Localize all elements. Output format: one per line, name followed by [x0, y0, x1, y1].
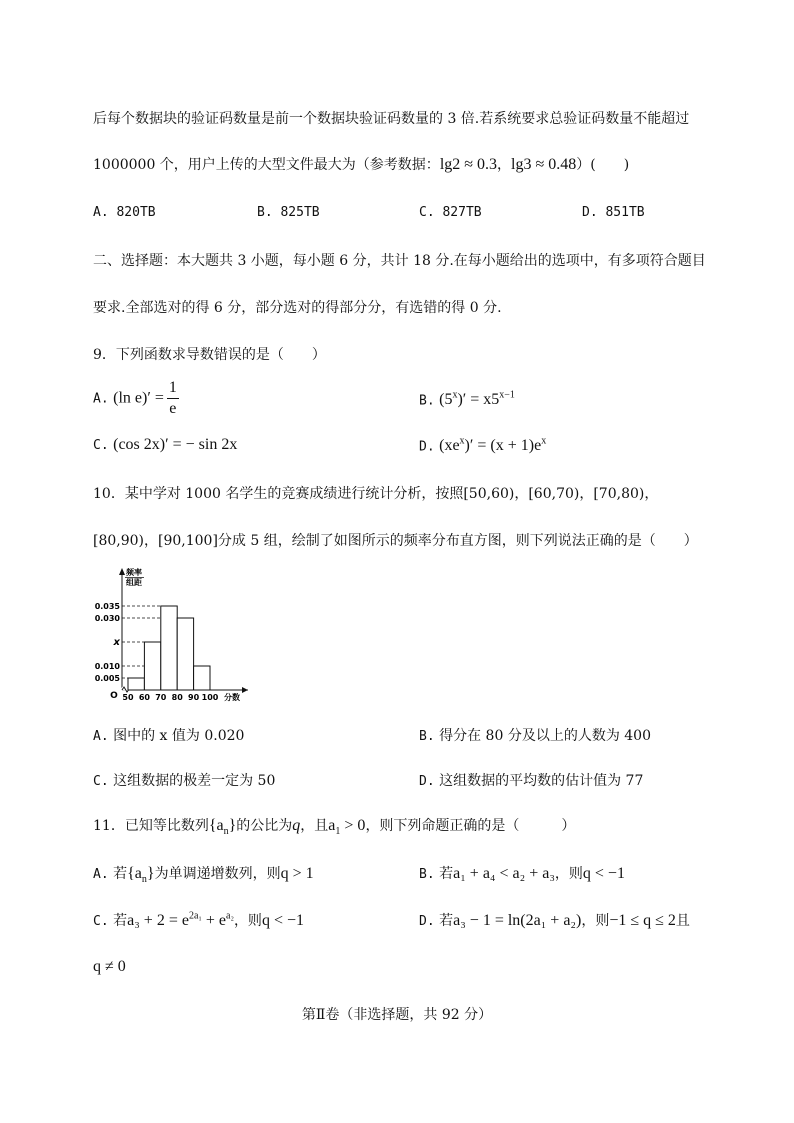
option-letter: C. [93, 438, 109, 453]
option-letter: D. [419, 774, 435, 789]
expr-part: )′ = (x + 1)e [464, 437, 542, 455]
y-tick-label: 0.035 [94, 602, 120, 611]
option-text: 且 [675, 913, 690, 929]
y-tick-label: x [113, 637, 120, 648]
x-tick-label: 50 [122, 693, 134, 702]
y-tick-label: 0.030 [94, 614, 120, 623]
option-letter: B. [419, 393, 435, 409]
expr-sup: a₂ [226, 910, 234, 922]
histogram-bar [177, 618, 193, 690]
stem-part: 的公比为 [236, 818, 293, 834]
option-letter: C. [93, 774, 109, 789]
option-text: 820TB [116, 205, 156, 220]
expr-sub: n [223, 826, 229, 838]
x-tick-label: 60 [138, 693, 150, 702]
q9-option-b [419, 390, 515, 409]
option-expr: q > 1 [280, 865, 314, 882]
sequence-notation [208, 817, 237, 838]
q11-option-b [419, 863, 625, 883]
q10-option-c [93, 770, 275, 790]
expr-part: a₃ + 2 = e [127, 912, 189, 929]
expr-sup: x [452, 390, 458, 401]
option-text: 827TB [442, 205, 482, 220]
expr-part: a [328, 817, 336, 834]
option-letter: D. [419, 914, 435, 929]
option-text: 为单调递增数列，则 [154, 866, 281, 882]
x-tick-label: 100 [201, 693, 219, 702]
histogram-bar [128, 678, 144, 690]
option-letter: C. [419, 205, 435, 220]
option-letter: B. [257, 205, 273, 220]
option-expr: −1 ≤ q ≤ 2 [609, 912, 676, 929]
x-axis-arrow [242, 687, 248, 693]
q10-stem-line2: [80,90)，[90,100]分成 5 组，绘制了如图所示的频率分布直方图，则下列说法正确的是（ ） [93, 533, 698, 549]
option-letter: C. [93, 914, 109, 929]
expr-sup: x [459, 436, 465, 447]
expr-part: )′ = x5 [457, 391, 500, 409]
expr-part: (5 [439, 391, 453, 409]
option-letter: B. [419, 729, 435, 744]
option-letter: D. [419, 439, 435, 455]
q11-option-a [93, 863, 314, 885]
expr-sup: x [541, 436, 547, 447]
origin-label: O [110, 691, 118, 701]
expr-part: + e [201, 912, 226, 929]
option-text: ，则 [581, 913, 610, 929]
fraction-numerator: 1 [167, 380, 179, 399]
option-text: 得分在 80 分及以上的人数为 400 [439, 728, 651, 744]
expr-sup: 2a₁ [188, 910, 202, 922]
expr-part: } [228, 817, 237, 834]
q10-option-d [419, 770, 643, 790]
ratio-symbol: q [292, 817, 301, 834]
option-text: ，则 [233, 913, 262, 929]
q9-stem: 9．下列函数求导数错误的是（ ） [93, 347, 326, 363]
y-axis-label-denominator: 组距 [126, 578, 142, 587]
expr-part: > 0 [340, 817, 366, 834]
option-letter: A. [93, 391, 109, 407]
q8-stem-line2-prefix: 1000000 个，用户上传的大型文件最大为（参考数据： [93, 157, 440, 173]
x-tick-label: 70 [155, 693, 167, 702]
q9-a-lhs: (ln e)′ = [113, 389, 164, 407]
q8-ref-lg2: lg2 ≈ 0.3 [439, 156, 498, 173]
y-tick-label: 0.005 [94, 674, 120, 683]
q10-option-a [93, 725, 244, 745]
q8-option-b [257, 205, 320, 220]
section2-line1: 二、选择题：本大题共 3 小题，每小题 6 分，共计 18 分.在每小题给出的选项中，有多项符合题目 [93, 253, 706, 269]
option-text: 若 [439, 866, 454, 882]
option-text: 这组数据的极差一定为 50 [113, 773, 276, 789]
option-expr: a₃ − 1 = ln(2a₁ + a₂) [453, 912, 582, 929]
option-letter: B. [419, 867, 435, 882]
option-expr [127, 912, 234, 929]
option-letter: A. [93, 867, 109, 882]
option-letter: D. [582, 205, 598, 220]
q8-option-d [582, 205, 645, 220]
option-text: 图中的 x 值为 0.020 [113, 728, 245, 744]
q10-option-b [419, 725, 651, 745]
q9-b-expr [439, 391, 515, 408]
expr-part: {a [208, 817, 224, 834]
q8-stem-line1: 后每个数据块的验证码数量是前一个数据块验证码数量的 3 倍.若系统要求总验证码数量不能超过 [93, 111, 690, 127]
option-text: 若 [439, 913, 454, 929]
expr-part: (xe [439, 437, 460, 455]
option-text: 825TB [280, 205, 320, 220]
option-letter: A. [93, 205, 109, 220]
option-text: 若 [113, 866, 128, 882]
fraction [167, 380, 179, 417]
expr-part: {a [127, 865, 142, 882]
q11-option-d-continuation: q ≠ 0 [93, 958, 126, 975]
expr-part: } [146, 865, 155, 882]
q11-option-c [93, 910, 304, 930]
section-footer-title: 第Ⅱ卷（非选择题，共 92 分） [301, 1007, 493, 1023]
expr-sup: x−1 [499, 390, 515, 401]
x-tick-label: 80 [171, 693, 183, 702]
y-axis-arrow [119, 568, 125, 575]
q9-option-a [93, 380, 179, 417]
section2-line2: 要求.全部选对的得 6 分，部分选对的得部分分，有选错的得 0 分. [93, 300, 502, 316]
fraction-denominator: e [169, 400, 177, 417]
q8-stem-line2 [93, 154, 629, 174]
option-text: 若 [113, 913, 128, 929]
option-text: ，则 [554, 866, 583, 882]
expr-sub: n [141, 874, 147, 886]
option-expr: a₁ + a₄ < a₂ + a₃ [453, 865, 555, 882]
q11-stem [93, 815, 575, 837]
histogram-bar [194, 666, 210, 690]
q9-option-c [93, 436, 237, 454]
q8-stem-line2-suffix: ）( ) [576, 157, 630, 173]
q10-stem-line1: 10．某中学对 1000 名学生的竞赛成绩进行统计分析，按照[50,60)，[60,70)，[70,80)， [93, 486, 659, 502]
expr-sub: 1 [335, 826, 341, 838]
stem-part: 11．已知等比数列 [93, 818, 209, 834]
x-tick-label: 90 [188, 693, 200, 702]
q8-sep: ， [497, 157, 512, 173]
option-expr: q < −1 [582, 865, 625, 882]
x-axis-label: 分数 [224, 693, 240, 702]
q11-option-d [419, 910, 690, 930]
stem-part: ，则下列命题正确的是（ ） [365, 818, 576, 834]
q8-option-a [93, 205, 156, 220]
option-text: 这组数据的平均数的估计值为 77 [439, 773, 644, 789]
stem-part: ，且 [300, 818, 329, 834]
q9-d-expr [439, 437, 546, 454]
option-letter: A. [93, 729, 109, 744]
frequency-histogram [90, 564, 270, 704]
condition [328, 817, 366, 838]
q8-ref-lg3: lg3 ≈ 0.48 [511, 156, 577, 173]
sequence-notation [127, 865, 155, 886]
option-text: 851TB [605, 205, 645, 220]
q9-option-d [419, 436, 546, 455]
y-axis-label-numerator: 频率 [126, 568, 142, 577]
y-tick-label: 0.010 [94, 662, 120, 671]
option-expr: q < −1 [261, 912, 304, 929]
histogram-bar [144, 642, 160, 690]
histogram-bar [161, 606, 177, 690]
q9-c-expr: (cos 2x)′ = − sin 2x [113, 436, 238, 453]
q8-option-c [419, 205, 482, 220]
